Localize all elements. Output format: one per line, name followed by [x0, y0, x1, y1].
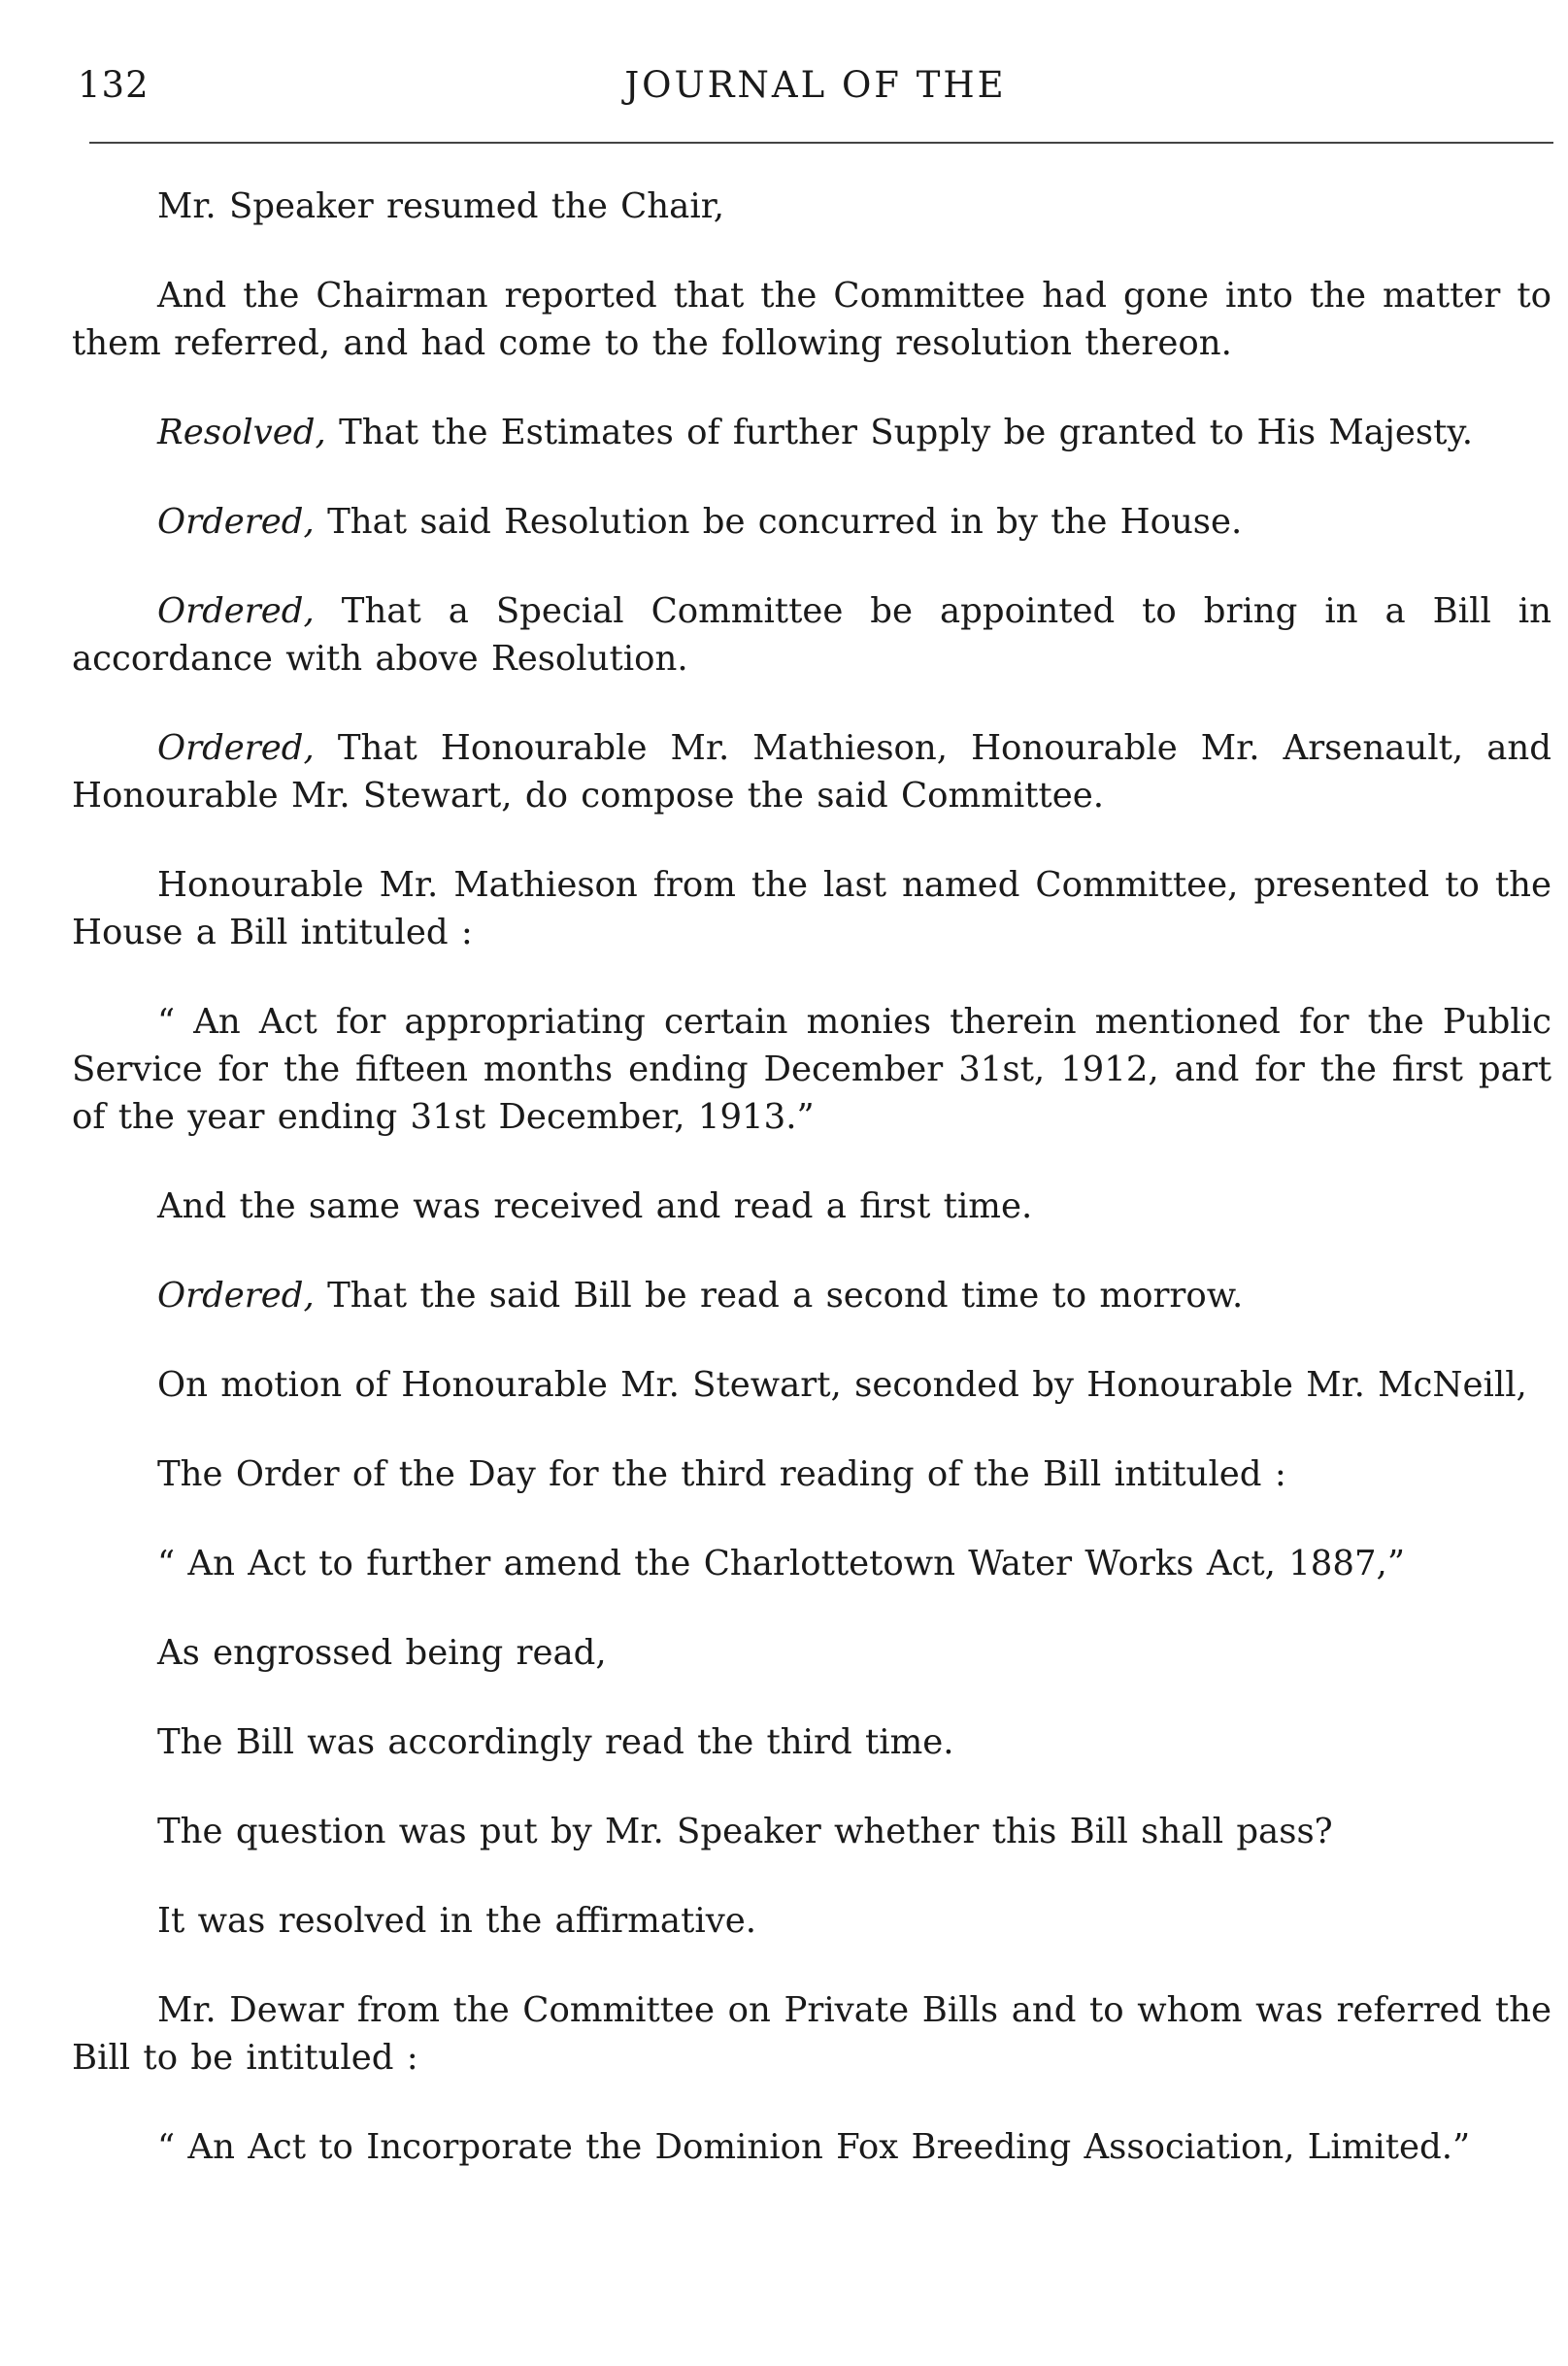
- paragraph-ordered-concurred: Ordered, That said Resolution be concurred in by the House.: [157, 502, 1243, 542]
- paragraph-question-put: The question was put by Mr. Speaker whether this Bill shall pass?: [157, 1812, 1333, 1851]
- ordered-label: Ordered,: [157, 728, 315, 768]
- paragraph-as-engrossed: As engrossed being read,: [157, 1633, 607, 1673]
- paragraph-appropriation-act-title: “ An Act for appropriating certain monies therein mentioned for the Public Service for the fifteen months ending December 31st, 1912, and for the first part of the year ending 31st December, 1913.”: [72, 1002, 1551, 1137]
- paragraph-resolved-affirmative: It was resolved in the affirmative.: [157, 1901, 757, 1941]
- paragraph-motion-stewart: On motion of Honourable Mr. Stewart, seconded by Honourable Mr. McNeill,: [157, 1365, 1527, 1405]
- paragraph-fox-breeding-act-title: “ An Act to Incorporate the Dominion Fox Breeding Association, Limited.”: [157, 2127, 1471, 2167]
- paragraph-speaker-resumed: Mr. Speaker resumed the Chair,: [157, 186, 725, 226]
- paragraph-ordered-second-reading: Ordered, That the said Bill be read a second time to morrow.: [157, 1276, 1244, 1316]
- ordered-label: Ordered,: [157, 1276, 315, 1316]
- paragraph-chairman-reported: And the Chairman reported that the Committee had gone into the matter to them referred, and had come to the following resolution thereon.: [72, 276, 1551, 363]
- paragraph-order-of-day: The Order of the Day for the third reading of the Bill intituled :: [157, 1454, 1286, 1494]
- paragraph-resolved-estimates: Resolved, That the Estimates of further Supply be granted to His Majesty.: [157, 413, 1473, 452]
- paragraph-ordered-compose-committee: Ordered, That Honourable Mr. Mathieson, Honourable Mr. Arsenault, and Honourable Mr. Stewart, do compose the said Committee.: [72, 728, 1551, 816]
- page-header: [78, 64, 1553, 122]
- paragraph-dewar-private-bills: Mr. Dewar from the Committee on Private Bills and to whom was referred the Bill to be intituled :: [72, 1990, 1551, 2078]
- paragraph-first-reading: And the same was received and read a first time.: [157, 1186, 1033, 1226]
- resolved-label: Resolved,: [157, 413, 326, 452]
- paragraph-water-works-act-title: “ An Act to further amend the Charlottetown Water Works Act, 1887,”: [157, 1544, 1405, 1583]
- running-head: JOURNAL OF THE: [624, 64, 1007, 106]
- ordered-label: Ordered,: [157, 591, 315, 631]
- paragraph-ordered-special-committee: Ordered, That a Special Committee be appointed to bring in a Bill in accordance with above Resolution.: [72, 591, 1551, 679]
- page-number: 132: [78, 64, 150, 106]
- header-rule: [89, 142, 1553, 144]
- journal-body: [72, 183, 1551, 2171]
- paragraph-third-reading: The Bill was accordingly read the third time.: [157, 1722, 954, 1762]
- paragraph-mathieson-presented: Honourable Mr. Mathieson from the last named Committee, presented to the House a Bill intituled :: [72, 865, 1551, 952]
- ordered-label: Ordered,: [157, 502, 315, 542]
